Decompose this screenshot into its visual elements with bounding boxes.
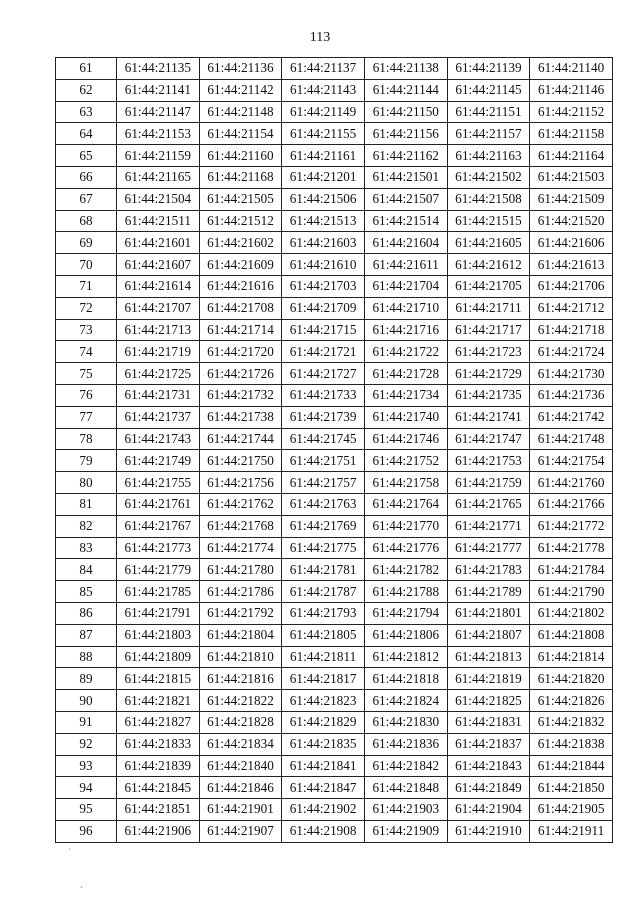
cadastral-number-cell: 61:44:21601: [117, 232, 200, 254]
cadastral-number-cell: 61:44:21509: [530, 188, 613, 210]
cadastral-number-cell: 61:44:21776: [364, 537, 447, 559]
cadastral-number-cell: 61:44:21772: [530, 515, 613, 537]
cadastral-number-cell: 61:44:21804: [199, 624, 282, 646]
cadastral-number-cell: 61:44:21817: [282, 668, 365, 690]
cadastral-number-cell: 61:44:21158: [530, 123, 613, 145]
cadastral-number-cell: 61:44:21757: [282, 472, 365, 494]
cadastral-number-cell: 61:44:21848: [364, 777, 447, 799]
cadastral-number-cell: 61:44:21614: [117, 275, 200, 297]
row-number-cell: 96: [56, 820, 117, 842]
cadastral-number-cell: 61:44:21515: [447, 210, 530, 232]
cadastral-number-cell: 61:44:21764: [364, 493, 447, 515]
cadastral-number-cell: 61:44:21781: [282, 559, 365, 581]
cadastral-number-cell: 61:44:21729: [447, 363, 530, 385]
cadastral-number-cell: 61:44:21839: [117, 755, 200, 777]
cadastral-number-cell: 61:44:21783: [447, 559, 530, 581]
cadastral-number-cell: 61:44:21777: [447, 537, 530, 559]
cadastral-number-cell: 61:44:21906: [117, 820, 200, 842]
cadastral-number-cell: 61:44:21794: [364, 602, 447, 624]
cadastral-number-cell: 61:44:21161: [282, 145, 365, 167]
row-number-cell: 73: [56, 319, 117, 341]
cadastral-number-cell: 61:44:21714: [199, 319, 282, 341]
row-number-cell: 89: [56, 668, 117, 690]
cadastral-number-cell: 61:44:21704: [364, 275, 447, 297]
cadastral-number-cell: 61:44:21803: [117, 624, 200, 646]
row-number-cell: 83: [56, 537, 117, 559]
cadastral-number-cell: 61:44:21505: [199, 188, 282, 210]
cadastral-number-cell: 61:44:21508: [447, 188, 530, 210]
cadastral-number-cell: 61:44:21850: [530, 777, 613, 799]
row-number-cell: 85: [56, 581, 117, 603]
cadastral-number-cell: 61:44:21512: [199, 210, 282, 232]
row-number-cell: 78: [56, 428, 117, 450]
table-row: [56, 537, 613, 559]
cadastral-number-cell: 61:44:21723: [447, 341, 530, 363]
table-row: [56, 341, 613, 363]
cadastral-number-cell: 61:44:21842: [364, 755, 447, 777]
cadastral-number-cell: 61:44:21703: [282, 275, 365, 297]
table-row: [56, 668, 613, 690]
cadastral-number-cell: 61:44:21141: [117, 79, 200, 101]
table-row: [56, 799, 613, 821]
table-row: [56, 777, 613, 799]
cadastral-number-cell: 61:44:21754: [530, 450, 613, 472]
table-row: [56, 123, 613, 145]
cadastral-number-cell: 61:44:21907: [199, 820, 282, 842]
cadastral-number-cell: 61:44:21159: [117, 145, 200, 167]
cadastral-number-cell: 61:44:21802: [530, 602, 613, 624]
cadastral-number-cell: 61:44:21511: [117, 210, 200, 232]
cadastral-number-cell: 61:44:21146: [530, 79, 613, 101]
cadastral-number-cell: 61:44:21506: [282, 188, 365, 210]
cadastral-number-cell: 61:44:21736: [530, 384, 613, 406]
cadastral-number-cell: 61:44:21721: [282, 341, 365, 363]
cadastral-number-cell: 61:44:21845: [117, 777, 200, 799]
cadastral-number-cell: 61:44:21745: [282, 428, 365, 450]
table-row: [56, 363, 613, 385]
scan-speck: ˎ: [80, 878, 83, 888]
cadastral-number-cell: 61:44:21730: [530, 363, 613, 385]
cadastral-number-cell: 61:44:21737: [117, 406, 200, 428]
row-number-cell: 81: [56, 493, 117, 515]
cadastral-number-cell: 61:44:21790: [530, 581, 613, 603]
table-row: [56, 450, 613, 472]
cadastral-number-cell: 61:44:21785: [117, 581, 200, 603]
cadastral-number-cell: 61:44:21739: [282, 406, 365, 428]
row-number-cell: 87: [56, 624, 117, 646]
cadastral-number-cell: 61:44:21201: [282, 166, 365, 188]
cadastral-number-cell: 61:44:21145: [447, 79, 530, 101]
cadastral-number-cell: 61:44:21160: [199, 145, 282, 167]
cadastral-number-cell: 61:44:21815: [117, 668, 200, 690]
cadastral-number-cell: 61:44:21743: [117, 428, 200, 450]
cadastral-number-cell: 61:44:21825: [447, 690, 530, 712]
cadastral-number-cell: 61:44:21771: [447, 515, 530, 537]
cadastral-number-cell: 61:44:21616: [199, 275, 282, 297]
cadastral-number-cell: 61:44:21801: [447, 602, 530, 624]
cadastral-number-cell: 61:44:21717: [447, 319, 530, 341]
cadastral-number-cell: 61:44:21827: [117, 711, 200, 733]
row-number-cell: 79: [56, 450, 117, 472]
cadastral-number-cell: 61:44:21613: [530, 254, 613, 276]
cadastral-number-cell: 61:44:21813: [447, 646, 530, 668]
cadastral-number-cell: 61:44:21734: [364, 384, 447, 406]
table-row: [56, 254, 613, 276]
table-row: [56, 820, 613, 842]
cadastral-number-cell: 61:44:21775: [282, 537, 365, 559]
cadastral-number-cell: 61:44:21157: [447, 123, 530, 145]
page-number: 113: [309, 30, 331, 45]
cadastral-number-cell: 61:44:21147: [117, 101, 200, 123]
cadastral-number-cell: 61:44:21905: [530, 799, 613, 821]
cadastral-number-cell: 61:44:21607: [117, 254, 200, 276]
cadastral-number-cell: 61:44:21605: [447, 232, 530, 254]
cadastral-number-cell: 61:44:21165: [117, 166, 200, 188]
cadastral-number-cell: 61:44:21910: [447, 820, 530, 842]
cadastral-number-cell: 61:44:21768: [199, 515, 282, 537]
cadastral-number-cell: 61:44:21513: [282, 210, 365, 232]
cadastral-codes-table: [55, 57, 613, 843]
row-number-cell: 61: [56, 58, 117, 80]
table-row: [56, 188, 613, 210]
row-number-cell: 95: [56, 799, 117, 821]
cadastral-number-cell: 61:44:21829: [282, 711, 365, 733]
cadastral-number-cell: 61:44:21149: [282, 101, 365, 123]
cadastral-number-cell: 61:44:21720: [199, 341, 282, 363]
cadastral-number-cell: 61:44:21835: [282, 733, 365, 755]
cadastral-number-cell: 61:44:21504: [117, 188, 200, 210]
cadastral-number-cell: 61:44:21155: [282, 123, 365, 145]
table-row: [56, 493, 613, 515]
cadastral-number-cell: 61:44:21151: [447, 101, 530, 123]
cadastral-number-cell: 61:44:21901: [199, 799, 282, 821]
cadastral-number-cell: 61:44:21786: [199, 581, 282, 603]
cadastral-number-cell: 61:44:21603: [282, 232, 365, 254]
cadastral-number-cell: 61:44:21705: [447, 275, 530, 297]
cadastral-number-cell: 61:44:21811: [282, 646, 365, 668]
cadastral-number-cell: 61:44:21787: [282, 581, 365, 603]
cadastral-number-cell: 61:44:21143: [282, 79, 365, 101]
row-number-cell: 67: [56, 188, 117, 210]
cadastral-number-cell: 61:44:21706: [530, 275, 613, 297]
cadastral-number-cell: 61:44:21773: [117, 537, 200, 559]
cadastral-number-cell: 61:44:21727: [282, 363, 365, 385]
cadastral-number-cell: 61:44:21135: [117, 58, 200, 80]
cadastral-number-cell: 61:44:21154: [199, 123, 282, 145]
cadastral-number-cell: 61:44:21751: [282, 450, 365, 472]
table-row: [56, 624, 613, 646]
cadastral-number-cell: 61:44:21843: [447, 755, 530, 777]
cadastral-number-cell: 61:44:21747: [447, 428, 530, 450]
cadastral-number-cell: 61:44:21793: [282, 602, 365, 624]
table-body: [56, 58, 613, 843]
row-number-cell: 94: [56, 777, 117, 799]
cadastral-number-cell: 61:44:21774: [199, 537, 282, 559]
cadastral-number-cell: 61:44:21715: [282, 319, 365, 341]
cadastral-number-cell: 61:44:21836: [364, 733, 447, 755]
cadastral-number-cell: 61:44:21153: [117, 123, 200, 145]
cadastral-number-cell: 61:44:21144: [364, 79, 447, 101]
cadastral-number-cell: 61:44:21503: [530, 166, 613, 188]
row-number-cell: 71: [56, 275, 117, 297]
table-row: [56, 733, 613, 755]
cadastral-number-cell: 61:44:21744: [199, 428, 282, 450]
row-number-cell: 91: [56, 711, 117, 733]
cadastral-number-cell: 61:44:21728: [364, 363, 447, 385]
cadastral-number-cell: 61:44:21719: [117, 341, 200, 363]
cadastral-number-cell: 61:44:21514: [364, 210, 447, 232]
cadastral-number-cell: 61:44:21770: [364, 515, 447, 537]
cadastral-number-cell: 61:44:21740: [364, 406, 447, 428]
cadastral-number-cell: 61:44:21758: [364, 472, 447, 494]
row-number-cell: 69: [56, 232, 117, 254]
row-number-cell: 86: [56, 602, 117, 624]
table-row: [56, 711, 613, 733]
cadastral-number-cell: 61:44:21792: [199, 602, 282, 624]
row-number-cell: 70: [56, 254, 117, 276]
cadastral-number-cell: 61:44:21611: [364, 254, 447, 276]
cadastral-number-cell: 61:44:21711: [447, 297, 530, 319]
cadastral-number-cell: 61:44:21724: [530, 341, 613, 363]
cadastral-number-cell: 61:44:21738: [199, 406, 282, 428]
cadastral-number-cell: 61:44:21138: [364, 58, 447, 80]
table-row: [56, 406, 613, 428]
cadastral-number-cell: 61:44:21909: [364, 820, 447, 842]
cadastral-number-cell: 61:44:21844: [530, 755, 613, 777]
cadastral-number-cell: 61:44:21733: [282, 384, 365, 406]
cadastral-number-cell: 61:44:21834: [199, 733, 282, 755]
cadastral-number-cell: 61:44:21847: [282, 777, 365, 799]
table-row: [56, 428, 613, 450]
cadastral-number-cell: 61:44:21142: [199, 79, 282, 101]
cadastral-number-cell: 61:44:21610: [282, 254, 365, 276]
cadastral-number-cell: 61:44:21750: [199, 450, 282, 472]
cadastral-number-cell: 61:44:21823: [282, 690, 365, 712]
cadastral-number-cell: 61:44:21837: [447, 733, 530, 755]
cadastral-number-cell: 61:44:21851: [117, 799, 200, 821]
cadastral-number-cell: 61:44:21755: [117, 472, 200, 494]
cadastral-number-cell: 61:44:21716: [364, 319, 447, 341]
cadastral-number-cell: 61:44:21150: [364, 101, 447, 123]
cadastral-number-cell: 61:44:21820: [530, 668, 613, 690]
row-number-cell: 64: [56, 123, 117, 145]
row-number-cell: 92: [56, 733, 117, 755]
table-row: [56, 581, 613, 603]
table-row: [56, 210, 613, 232]
cadastral-number-cell: 61:44:21136: [199, 58, 282, 80]
cadastral-number-cell: 61:44:21759: [447, 472, 530, 494]
row-number-cell: 84: [56, 559, 117, 581]
table-row: [56, 166, 613, 188]
table-row: [56, 297, 613, 319]
cadastral-number-cell: 61:44:21789: [447, 581, 530, 603]
table-row: [56, 602, 613, 624]
cadastral-number-cell: 61:44:21708: [199, 297, 282, 319]
row-number-cell: 77: [56, 406, 117, 428]
cadastral-number-cell: 61:44:21139: [447, 58, 530, 80]
cadastral-number-cell: 61:44:21831: [447, 711, 530, 733]
cadastral-number-cell: 61:44:21748: [530, 428, 613, 450]
table-row: [56, 646, 613, 668]
cadastral-number-cell: 61:44:21710: [364, 297, 447, 319]
table-row: [56, 58, 613, 80]
cadastral-number-cell: 61:44:21709: [282, 297, 365, 319]
cadastral-number-cell: 61:44:21749: [117, 450, 200, 472]
cadastral-number-cell: 61:44:21722: [364, 341, 447, 363]
cadastral-number-cell: 61:44:21767: [117, 515, 200, 537]
cadastral-number-cell: 61:44:21761: [117, 493, 200, 515]
row-number-cell: 68: [56, 210, 117, 232]
table-row: [56, 101, 613, 123]
cadastral-number-cell: 61:44:21756: [199, 472, 282, 494]
cadastral-number-cell: 61:44:21746: [364, 428, 447, 450]
cadastral-number-cell: 61:44:21846: [199, 777, 282, 799]
cadastral-number-cell: 61:44:21833: [117, 733, 200, 755]
cadastral-number-cell: 61:44:21766: [530, 493, 613, 515]
cadastral-number-cell: 61:44:21806: [364, 624, 447, 646]
table-row: [56, 515, 613, 537]
cadastral-number-cell: 61:44:21606: [530, 232, 613, 254]
cadastral-number-cell: 61:44:21742: [530, 406, 613, 428]
cadastral-number-cell: 61:44:21162: [364, 145, 447, 167]
row-number-cell: 65: [56, 145, 117, 167]
cadastral-number-cell: 61:44:21908: [282, 820, 365, 842]
cadastral-number-cell: 61:44:21809: [117, 646, 200, 668]
row-number-cell: 76: [56, 384, 117, 406]
table-row: [56, 275, 613, 297]
cadastral-number-cell: 61:44:21769: [282, 515, 365, 537]
cadastral-number-cell: 61:44:21726: [199, 363, 282, 385]
cadastral-number-cell: 61:44:21784: [530, 559, 613, 581]
cadastral-number-cell: 61:44:21840: [199, 755, 282, 777]
cadastral-number-cell: 61:44:21762: [199, 493, 282, 515]
table-row: [56, 559, 613, 581]
cadastral-number-cell: 61:44:21731: [117, 384, 200, 406]
cadastral-number-cell: 61:44:21824: [364, 690, 447, 712]
table-row: [56, 690, 613, 712]
cadastral-number-cell: 61:44:21137: [282, 58, 365, 80]
cadastral-number-cell: 61:44:21152: [530, 101, 613, 123]
cadastral-number-cell: 61:44:21609: [199, 254, 282, 276]
cadastral-number-cell: 61:44:21821: [117, 690, 200, 712]
table-row: [56, 384, 613, 406]
cadastral-number-cell: 61:44:21808: [530, 624, 613, 646]
cadastral-number-cell: 61:44:21814: [530, 646, 613, 668]
cadastral-number-cell: 61:44:21502: [447, 166, 530, 188]
cadastral-number-cell: 61:44:21904: [447, 799, 530, 821]
row-number-cell: 80: [56, 472, 117, 494]
cadastral-number-cell: 61:44:21828: [199, 711, 282, 733]
cadastral-number-cell: 61:44:21732: [199, 384, 282, 406]
cadastral-number-cell: 61:44:21140: [530, 58, 613, 80]
row-number-cell: 75: [56, 363, 117, 385]
cadastral-number-cell: 61:44:21819: [447, 668, 530, 690]
cadastral-number-cell: 61:44:21911: [530, 820, 613, 842]
cadastral-number-cell: 61:44:21753: [447, 450, 530, 472]
cadastral-number-cell: 61:44:21168: [199, 166, 282, 188]
cadastral-number-cell: 61:44:21838: [530, 733, 613, 755]
cadastral-number-cell: 61:44:21807: [447, 624, 530, 646]
cadastral-number-cell: 61:44:21780: [199, 559, 282, 581]
cadastral-number-cell: 61:44:21765: [447, 493, 530, 515]
row-number-cell: 63: [56, 101, 117, 123]
cadastral-number-cell: 61:44:21163: [447, 145, 530, 167]
scan-speck: ·: [68, 845, 71, 854]
cadastral-number-cell: 61:44:21830: [364, 711, 447, 733]
table-row: [56, 319, 613, 341]
cadastral-number-cell: 61:44:21501: [364, 166, 447, 188]
cadastral-number-cell: 61:44:21778: [530, 537, 613, 559]
cadastral-number-cell: 61:44:21725: [117, 363, 200, 385]
cadastral-number-cell: 61:44:21156: [364, 123, 447, 145]
table-row: [56, 232, 613, 254]
cadastral-number-cell: 61:44:21713: [117, 319, 200, 341]
cadastral-number-cell: 61:44:21779: [117, 559, 200, 581]
cadastral-number-cell: 61:44:21718: [530, 319, 613, 341]
row-number-cell: 93: [56, 755, 117, 777]
cadastral-number-cell: 61:44:21520: [530, 210, 613, 232]
cadastral-number-cell: 61:44:21782: [364, 559, 447, 581]
cadastral-number-cell: 61:44:21832: [530, 711, 613, 733]
cadastral-number-cell: 61:44:21164: [530, 145, 613, 167]
cadastral-number-cell: 61:44:21822: [199, 690, 282, 712]
cadastral-number-cell: 61:44:21602: [199, 232, 282, 254]
cadastral-number-cell: 61:44:21763: [282, 493, 365, 515]
cadastral-number-cell: 61:44:21148: [199, 101, 282, 123]
cadastral-number-cell: 61:44:21812: [364, 646, 447, 668]
row-number-cell: 66: [56, 166, 117, 188]
cadastral-number-cell: 61:44:21826: [530, 690, 613, 712]
row-number-cell: 74: [56, 341, 117, 363]
cadastral-number-cell: 61:44:21849: [447, 777, 530, 799]
table-row: [56, 145, 613, 167]
table-row: [56, 755, 613, 777]
cadastral-number-cell: 61:44:21741: [447, 406, 530, 428]
cadastral-number-cell: 61:44:21818: [364, 668, 447, 690]
cadastral-number-cell: 61:44:21712: [530, 297, 613, 319]
cadastral-number-cell: 61:44:21760: [530, 472, 613, 494]
row-number-cell: 90: [56, 690, 117, 712]
row-number-cell: 82: [56, 515, 117, 537]
cadastral-number-cell: 61:44:21788: [364, 581, 447, 603]
cadastral-number-cell: 61:44:21816: [199, 668, 282, 690]
cadastral-number-cell: 61:44:21841: [282, 755, 365, 777]
cadastral-number-cell: 61:44:21507: [364, 188, 447, 210]
cadastral-number-cell: 61:44:21805: [282, 624, 365, 646]
cadastral-number-cell: 61:44:21902: [282, 799, 365, 821]
cadastral-number-cell: 61:44:21604: [364, 232, 447, 254]
cadastral-number-cell: 61:44:21707: [117, 297, 200, 319]
cadastral-number-cell: 61:44:21612: [447, 254, 530, 276]
cadastral-number-cell: 61:44:21735: [447, 384, 530, 406]
cadastral-number-cell: 61:44:21791: [117, 602, 200, 624]
cadastral-number-cell: 61:44:21752: [364, 450, 447, 472]
cadastral-number-cell: 61:44:21903: [364, 799, 447, 821]
row-number-cell: 88: [56, 646, 117, 668]
table-row: [56, 472, 613, 494]
table-row: [56, 79, 613, 101]
row-number-cell: 72: [56, 297, 117, 319]
row-number-cell: 62: [56, 79, 117, 101]
cadastral-number-cell: 61:44:21810: [199, 646, 282, 668]
